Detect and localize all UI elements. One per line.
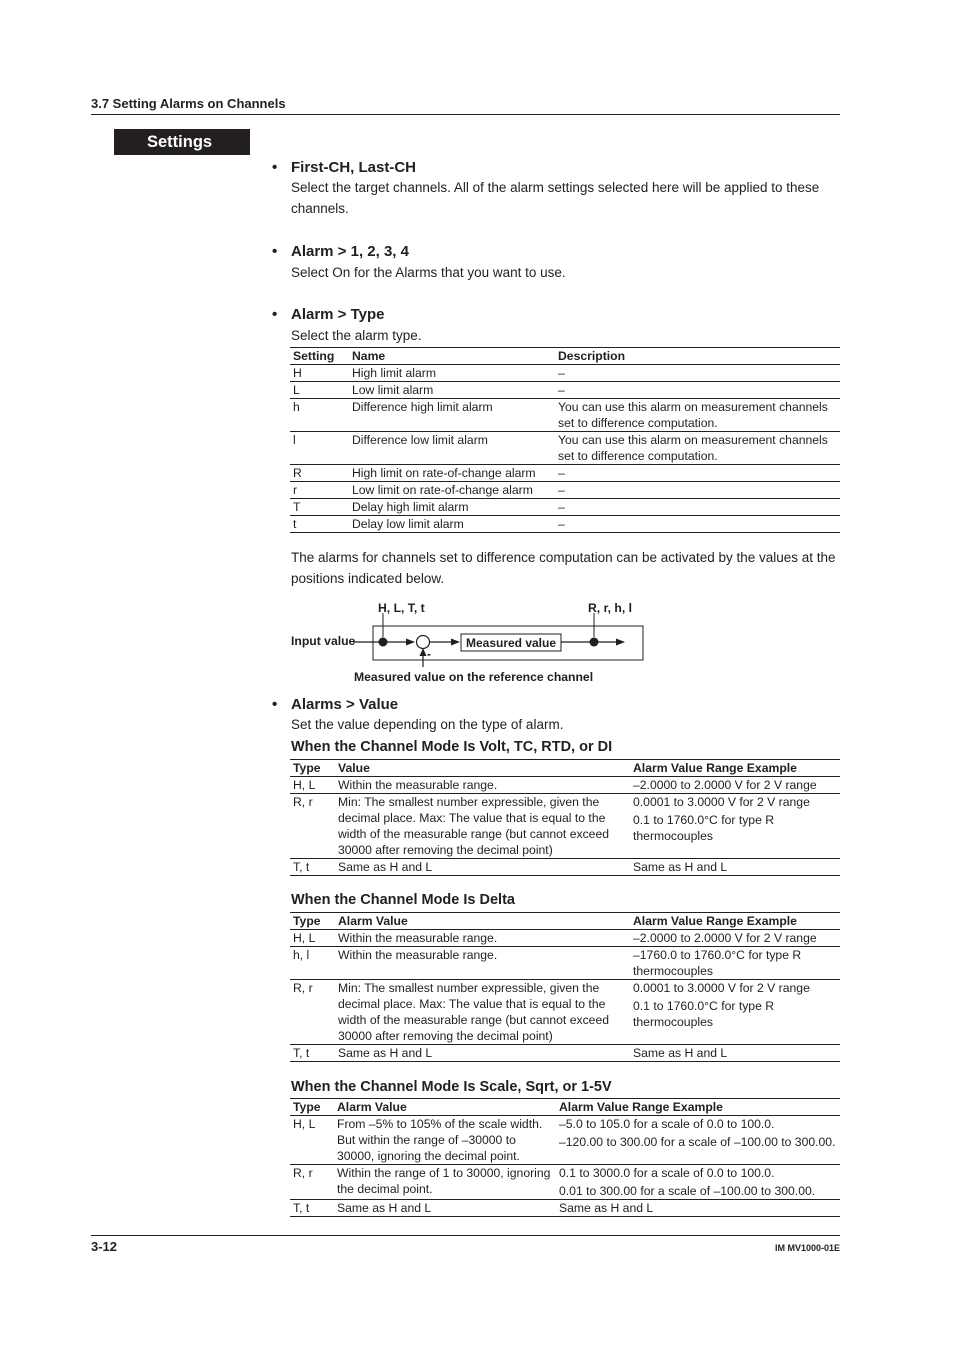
arrow-icon [451, 639, 460, 646]
cell-type: R, r [290, 1165, 334, 1200]
settings-heading: Settings [114, 129, 250, 155]
section-heading: 3.7 Setting Alarms on Channels [91, 96, 286, 111]
tap-point-icon [379, 638, 388, 647]
alarm-type-table [290, 347, 840, 533]
cell-setting: l [290, 432, 349, 465]
example-line: –5.0 to 105.0 for a scale of 0.0 to 100.0. [559, 1117, 775, 1131]
column-header: Value [335, 760, 630, 777]
cell-type: R, r [290, 794, 335, 859]
example-line: 0.01 to 300.00 for a scale of –100.00 to 300.00. [559, 1184, 816, 1198]
cell-value: Min: The smallest number expressible, given the decimal place. Max: The value that is equal to the width of the measurable range (but cannot exceed 30000 after removing the decimal point) [335, 980, 630, 1045]
bullet-alarm-numbers [272, 243, 409, 260]
cell-name: High limit alarm [349, 365, 555, 382]
cell-setting: H [290, 365, 349, 382]
table-header-row [290, 1099, 840, 1116]
example-line: 0.0001 to 3.0000 V for 2 V range [633, 981, 810, 995]
table-row [290, 365, 840, 382]
cell-example [630, 777, 840, 794]
cell-name: Delay low limit alarm [349, 516, 555, 533]
minus-sign: - [427, 647, 431, 661]
delta-table-title: When the Channel Mode Is Delta [291, 892, 515, 908]
cell-name: Low limit alarm [349, 382, 555, 399]
table-row [290, 465, 840, 482]
column-header: Type [290, 1099, 334, 1116]
bullet-text: Select the target channels. All of the alarm settings selected here will be applied to these channels. [291, 180, 820, 216]
cell-type: H, L [290, 1116, 334, 1165]
table-row [290, 1165, 840, 1200]
cell-description: You can use this alarm on measurement channels set to difference computation. [555, 432, 840, 465]
example-line: Same as H and L [559, 1201, 654, 1215]
cell-name: Delay high limit alarm [349, 499, 555, 516]
cell-example [630, 930, 840, 947]
table-row [290, 516, 840, 533]
example-line: 0.1 to 3000.0 for a scale of 0.0 to 100.0. [559, 1166, 775, 1180]
cell-type: T, t [290, 1200, 334, 1217]
cell-setting: t [290, 516, 349, 533]
cell-value: Same as H and L [335, 859, 630, 876]
footer-rule [91, 1235, 840, 1236]
cell-value: Within the measurable range. [335, 777, 630, 794]
bullet-title: Alarms > Value [291, 696, 399, 713]
volt-table-title: When the Channel Mode Is Volt, TC, RTD, or DI [291, 739, 613, 755]
label-reference-channel: Measured value on the reference channel [354, 670, 594, 684]
table-row [290, 947, 840, 980]
cell-value: Same as H and L [335, 1045, 630, 1062]
column-header: Setting [290, 348, 349, 365]
table-header-row [290, 348, 840, 365]
bullet-alarm-type [272, 306, 385, 323]
bullet-icon: • [272, 696, 278, 713]
example-line: –2.0000 to 2.0000 V for 2 V range [633, 778, 817, 792]
volt-alarm-value-table [290, 759, 840, 876]
bullet-alarm-value [272, 696, 398, 713]
cell-description: – [555, 365, 840, 382]
table-row [290, 499, 840, 516]
column-header: Type [290, 913, 335, 930]
delta-alarm-value-table [290, 912, 840, 1062]
cell-example [630, 980, 840, 1045]
table-row [290, 980, 840, 1045]
column-header: Type [290, 760, 335, 777]
table-row [290, 777, 840, 794]
table-row [290, 794, 840, 859]
cell-value: Same as H and L [334, 1200, 556, 1217]
cell-example [630, 947, 840, 980]
cell-description: – [555, 382, 840, 399]
cell-example [556, 1116, 840, 1165]
cell-type: H, L [290, 930, 335, 947]
cell-value: Within the measurable range. [335, 947, 630, 980]
cell-name: Difference high limit alarm [349, 399, 555, 432]
scale-alarm-value-table [290, 1098, 840, 1217]
label-hltt: H, L, T, t [378, 601, 425, 615]
column-header: Alarm Value Range Example [630, 913, 840, 930]
example-line: Same as H and L [633, 860, 728, 874]
difference-note: The alarms for channels set to difference computation can be activated by the values at the positions indicated below. [291, 550, 836, 586]
table-row [290, 432, 840, 465]
header-rule [91, 114, 840, 115]
cell-value: Min: The smallest number expressible, given the decimal place. Max: The value that is equal to the width of the measurable range (but cannot exceed 30000 after removing the decimal point) [335, 794, 630, 859]
example-line: 0.1 to 1760.0°C for type R thermocouples [633, 999, 775, 1029]
cell-type: R, r [290, 980, 335, 1045]
column-header: Alarm Value Range Example [556, 1099, 840, 1116]
cell-example [630, 1045, 840, 1062]
cell-example [556, 1165, 840, 1200]
cell-type: h, l [290, 947, 335, 980]
cell-name: Low limit on rate-of-change alarm [349, 482, 555, 499]
cell-value: Within the measurable range. [335, 930, 630, 947]
table-row [290, 1045, 840, 1062]
column-header: Alarm Value [334, 1099, 556, 1116]
label-rrhl: R, r, h, l [588, 601, 633, 615]
cell-description: – [555, 482, 840, 499]
cell-example [630, 794, 840, 859]
example-line: –2.0000 to 2.0000 V for 2 V range [633, 931, 817, 945]
document-id: IM MV1000-01E [774, 1243, 840, 1253]
bullet-title: First-CH, Last-CH [291, 159, 417, 176]
example-line: 0.1 to 1760.0°C for type R thermocouples [633, 813, 775, 843]
column-header: Description [555, 348, 840, 365]
bullet-title: Alarm > 1, 2, 3, 4 [291, 243, 409, 260]
cell-description: You can use this alarm on measurement channels set to difference computation. [555, 399, 840, 432]
example-line: Same as H and L [633, 1046, 728, 1060]
column-header: Name [349, 348, 555, 365]
cell-setting: R [290, 465, 349, 482]
cell-value: Within the range of 1 to 30000, ignoring the decimal point. [334, 1165, 556, 1200]
arrow-icon [420, 648, 427, 656]
cell-setting: L [290, 382, 349, 399]
cell-type: T, t [290, 1045, 335, 1062]
scale-table-title: When the Channel Mode Is Scale, Sqrt, or 1-5V [291, 1079, 612, 1095]
column-header: Alarm Value Range Example [630, 760, 840, 777]
cell-name: Difference low limit alarm [349, 432, 555, 465]
cell-value: From –5% to 105% of the scale width. But within the range of –30000 to 30000, ignoring the decimal point. [334, 1116, 556, 1165]
table-row [290, 1200, 840, 1217]
cell-example [556, 1200, 840, 1217]
bullet-icon: • [272, 159, 278, 176]
bullet-first-last-ch [272, 159, 416, 176]
table-row [290, 399, 840, 432]
cell-type: H, L [290, 777, 335, 794]
label-input-value: Input value [291, 634, 356, 648]
column-header: Alarm Value [335, 913, 630, 930]
table-row [290, 482, 840, 499]
example-line: 0.0001 to 3.0000 V for 2 V range [633, 795, 810, 809]
example-line: –120.00 to 300.00 for a scale of –100.00 to 300.00. [559, 1135, 836, 1149]
arrow-icon [406, 639, 415, 646]
cell-setting: h [290, 399, 349, 432]
table-header-row [290, 760, 840, 777]
cell-description: – [555, 516, 840, 533]
cell-description: – [555, 499, 840, 516]
example-line: –1760.0 to 1760.0°C for type R thermocouples [633, 948, 802, 978]
cell-name: High limit on rate-of-change alarm [349, 465, 555, 482]
bullet-icon: • [272, 306, 278, 323]
cell-type: T, t [290, 859, 335, 876]
measured-value-label: Measured value [465, 636, 557, 650]
bullet-text: Set the value depending on the type of alarm. [291, 717, 564, 732]
bullet-text: Select the alarm type. [291, 328, 422, 343]
bullet-text: Select On for the Alarms that you want to use. [291, 265, 566, 280]
table-row [290, 930, 840, 947]
table-header-row [290, 913, 840, 930]
page-number: 3-12 [91, 1239, 118, 1254]
arrow-icon [616, 639, 625, 646]
table-row [290, 859, 840, 876]
cell-setting: T [290, 499, 349, 516]
table-row [290, 382, 840, 399]
bullet-icon: • [272, 243, 278, 260]
bullet-title: Alarm > Type [291, 306, 385, 323]
cell-description: – [555, 465, 840, 482]
tap-point-icon [590, 638, 599, 647]
cell-example [630, 859, 840, 876]
table-row [290, 1116, 840, 1165]
cell-setting: r [290, 482, 349, 499]
